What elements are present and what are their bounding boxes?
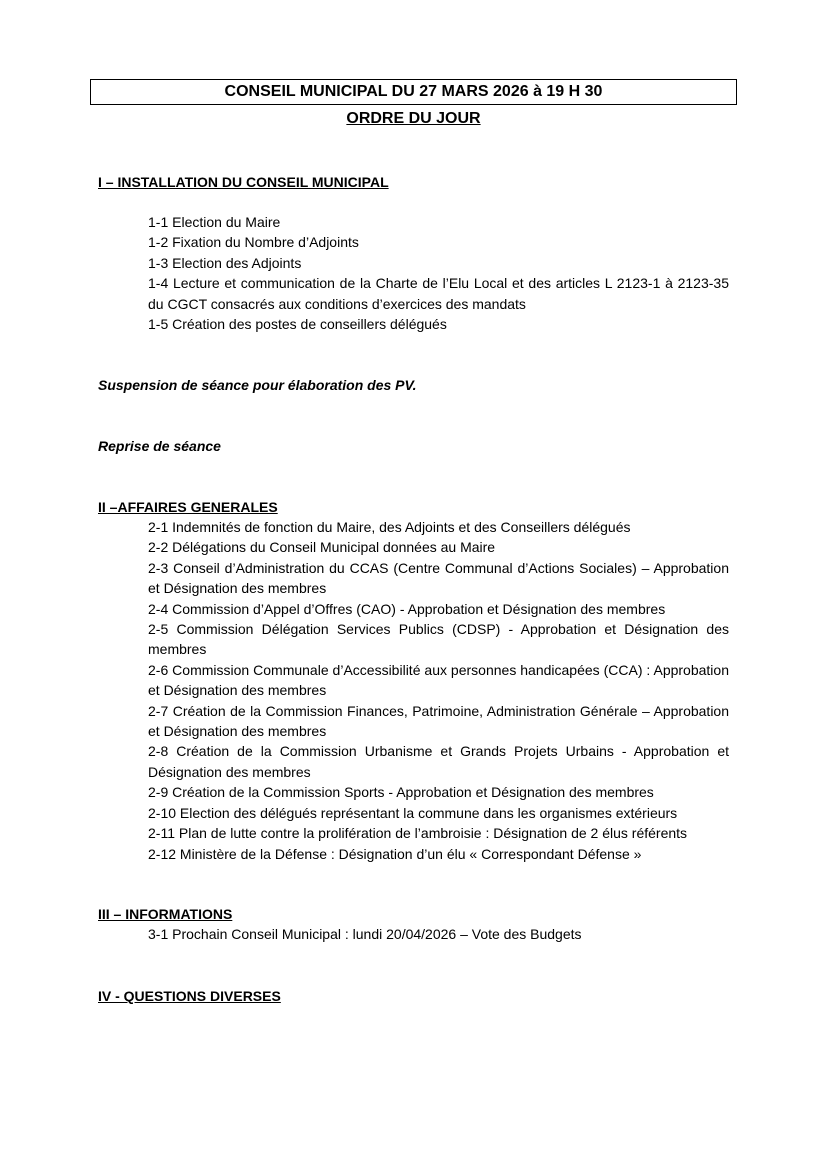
reprise-note: Reprise de séance — [98, 438, 221, 454]
suspension-note: Suspension de séance pour élaboration des PV. — [98, 377, 417, 393]
list-item: 2-4 Commission d’Appel d’Offres (CAO) - Approbation et Désignation des membres — [148, 600, 666, 617]
section-heading-informations: III – INFORMATIONS — [98, 906, 233, 922]
section-heading-affaires-generales: II –AFFAIRES GENERALES — [98, 499, 278, 515]
list-item: 1-4 Lecture et communication de la Charte de l’Elu Local et des articles L 2123-1 à 2123-35 du CGCT consacrés aux conditions d’exercices des mandats — [148, 275, 729, 312]
section1-item-list — [148, 212, 729, 334]
list-item: 2-3 Conseil d’Administration du CCAS (Centre Communal d’Actions Sociales) – Approbation et Désignation des membres — [148, 559, 729, 597]
list-item: 1-1 Election du Maire — [148, 214, 281, 230]
list-item: 2-2 Délégations du Conseil Municipal données au Maire — [148, 539, 496, 556]
section-heading-installation: I – INSTALLATION DU CONSEIL MUNICIPAL — [98, 174, 389, 190]
list-item: 2-8 Création de la Commission Urbanisme et Grands Projets Urbains - Approbation et Désignation des membres — [148, 743, 729, 780]
agenda-subtitle: ORDRE DU JOUR — [346, 110, 481, 127]
list-item: 1-3 Election des Adjoints — [148, 254, 302, 271]
list-item: 2-7 Création de la Commission Finances, Patrimoine, Administration Générale – Approbation et Désignation des membres — [148, 702, 729, 740]
section3-item-list — [148, 924, 729, 944]
list-item: 2-11 Plan de lutte contre la prolifération de l’ambroisie : Désignation de 2 élus référents — [148, 825, 688, 842]
list-item: 2-10 Election des délégués représentant la commune dans les organismes extérieurs — [148, 804, 678, 821]
section2-item-list — [148, 517, 729, 864]
section-heading-questions-diverses: IV - QUESTIONS DIVERSES — [98, 988, 281, 1004]
list-item: 2-9 Création de la Commission Sports - Approbation et Désignation des membres — [148, 784, 654, 801]
list-item: 2-12 Ministère de la Défense : Désignation d’un élu « Correspondant Défense » — [148, 845, 642, 862]
list-item: 3-1 Prochain Conseil Municipal : lundi 20/04/2026 – Vote des Budgets — [148, 926, 582, 942]
list-item: 2-6 Commission Communale d’Accessibilité aux personnes handicapées (CCA) : Approbation et Désignation des membres — [148, 661, 729, 699]
list-item: 1-5 Création des postes de conseillers délégués — [148, 316, 447, 333]
list-item: 2-5 Commission Délégation Services Publics (CDSP) - Approbation et Désignation des membres — [148, 621, 729, 658]
list-item: 2-1 Indemnités de fonction du Maire, des Adjoints et des Conseillers délégués — [148, 519, 631, 535]
meeting-title: CONSEIL MUNICIPAL DU 27 MARS 2026 à 19 H 30 — [90, 79, 737, 105]
list-item: 1-2 Fixation du Nombre d’Adjoints — [148, 234, 359, 251]
